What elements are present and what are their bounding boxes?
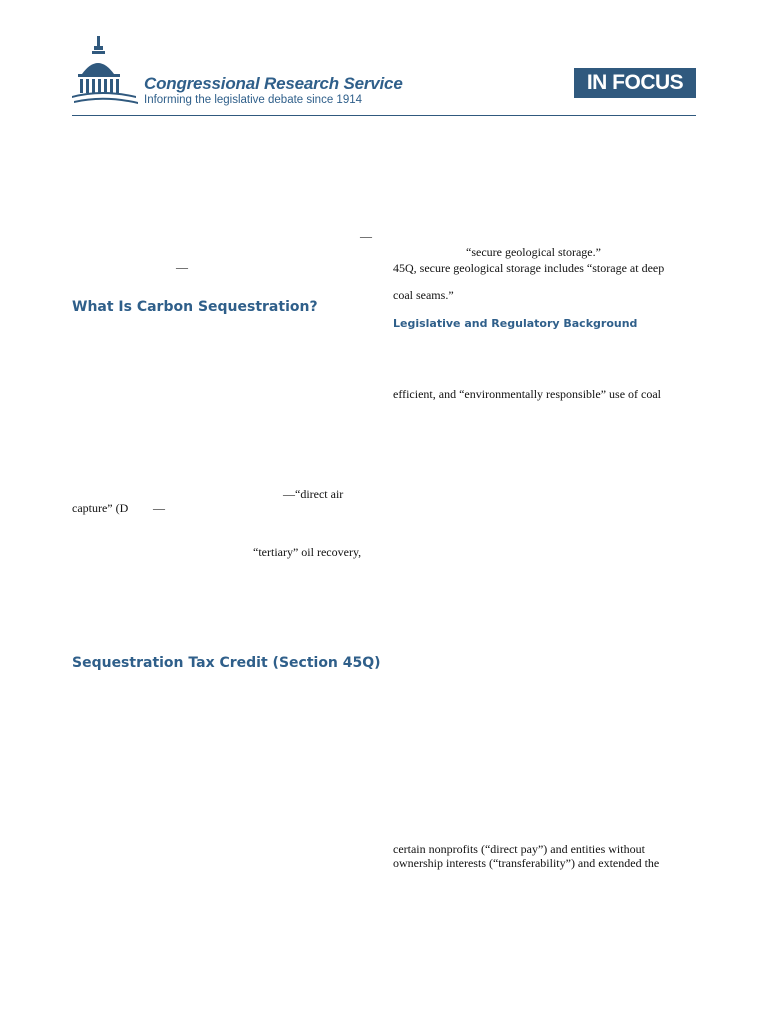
org-tagline: Informing the legislative debate since 1914 xyxy=(144,94,363,106)
dash-fragment: — xyxy=(360,229,372,243)
text-fragment: capture” (D xyxy=(72,501,129,515)
heading-sequestration-tax-credit: Sequestration Tax Credit (Section 45Q) xyxy=(72,655,381,671)
in-focus-badge: IN FOCUS xyxy=(574,68,696,98)
text-line: 45Q, secure geological storage includes “storage at deep xyxy=(393,261,665,275)
text-fragment: “tertiary” oil recovery, xyxy=(253,545,362,559)
org-name: Congressional Research Service xyxy=(144,74,403,93)
dash-fragment: — xyxy=(153,501,165,515)
text-line: certain nonprofits (“direct pay”) and entities without xyxy=(393,842,645,856)
heading-legislative-background: Legislative and Regulatory Background xyxy=(393,317,638,330)
heading-what-is-carbon-sequestration: What Is Carbon Sequestration? xyxy=(72,299,318,315)
dash-fragment: — xyxy=(176,260,188,274)
capitol-dome-logo-icon xyxy=(72,34,138,110)
text-fragment: —“direct air xyxy=(283,487,344,501)
text-line: efficient, and “environmentally responsible” use of coal xyxy=(393,387,662,401)
page-header xyxy=(72,34,696,116)
text-line: ownership interests (“transferability”) and extended the xyxy=(393,856,660,870)
header-rule xyxy=(72,115,696,116)
text-line: coal seams.” xyxy=(393,288,454,302)
text-fragment: “secure geological storage.” xyxy=(466,245,601,259)
